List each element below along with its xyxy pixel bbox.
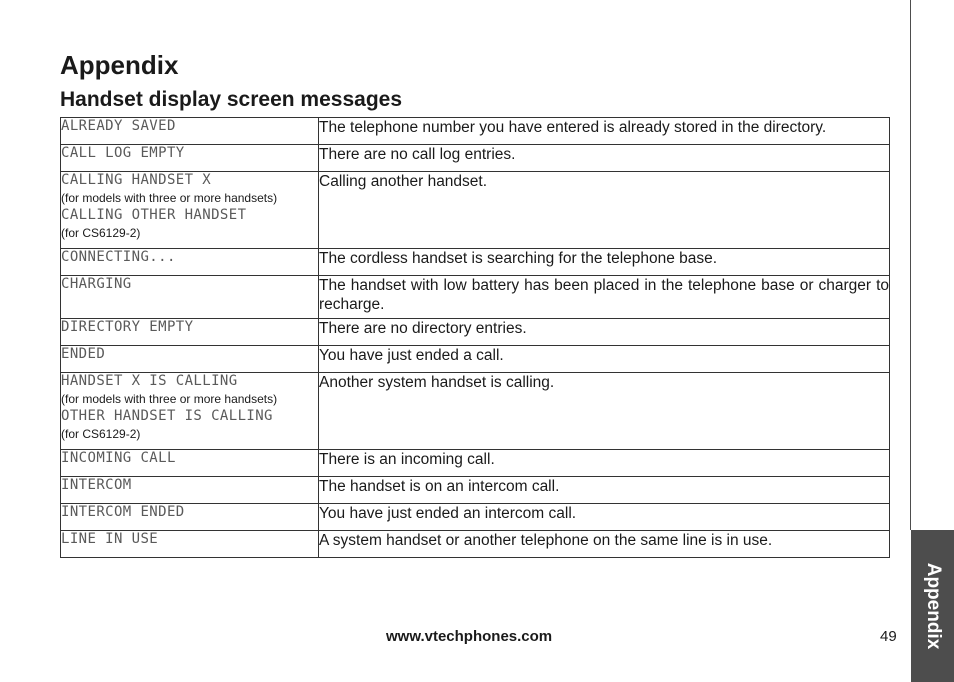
description-cell: The cordless handset is searching for the telephone base. [319,249,890,276]
screen-message: INTERCOM ENDED [61,504,185,520]
screen-message-cell [61,145,319,172]
screen-message-alt: OTHER HANDSET IS CALLING [61,408,273,424]
description-cell: There are no call log entries. [319,145,890,172]
screen-message-note: (for models with three or more handsets) [61,191,278,205]
description-cell: There are no directory entries. [319,319,890,346]
table-row [61,118,890,145]
description-cell: You have just ended an intercom call. [319,504,890,531]
screen-message-cell [61,118,319,145]
screen-message-cell [61,373,319,450]
table-row [61,373,890,450]
screen-message-alt-note: (for CS6129-2) [61,427,141,441]
messages-table [60,117,890,558]
table-row [61,172,890,249]
screen-message-cell [61,346,319,373]
description-cell: Calling another handset. [319,172,890,249]
table-row [61,450,890,477]
screen-message-cell [61,276,319,319]
table-row [61,276,890,319]
side-divider-line [910,0,911,530]
table-row [61,477,890,504]
screen-message-cell [61,172,319,249]
description-cell: The handset with low battery has been placed in the telephone base or charger to recharge. [319,276,890,319]
screen-message-alt: CALLING OTHER HANDSET [61,207,247,223]
table-row [61,145,890,172]
side-tab-label: Appendix [922,562,944,650]
screen-message-cell [61,531,319,558]
screen-message: CHARGING [61,276,132,292]
description-cell: The handset is on an intercom call. [319,477,890,504]
screen-message: INCOMING CALL [61,450,176,466]
screen-message-cell [61,477,319,504]
screen-message: ENDED [61,346,106,362]
description-cell: Another system handset is calling. [319,373,890,450]
screen-message: DIRECTORY EMPTY [61,319,194,335]
screen-message-cell [61,319,319,346]
screen-message: CALLING HANDSET X [61,172,212,188]
screen-message-cell [61,504,319,531]
screen-message: CONNECTING... [61,249,176,265]
table-row [61,346,890,373]
table-row [61,249,890,276]
description-cell: A system handset or another telephone on the same line is in use. [319,531,890,558]
description-cell: You have just ended a call. [319,346,890,373]
screen-message: LINE IN USE [61,531,159,547]
section-title: Handset display screen messages [60,88,403,111]
table-row [61,319,890,346]
screen-message-cell [61,249,319,276]
screen-message: CALL LOG EMPTY [61,145,185,161]
description-cell: There is an incoming call. [319,450,890,477]
page-title: Appendix [60,50,179,80]
screen-message-cell [61,450,319,477]
screen-message: HANDSET X IS CALLING [61,373,238,389]
screen-message: INTERCOM [61,477,132,493]
table-row [61,504,890,531]
page-number: 49 [880,628,897,645]
footer-url: www.vtechphones.com [386,628,553,645]
screen-message: ALREADY SAVED [61,118,176,134]
table-row [61,531,890,558]
appendix-side-tab [911,530,954,682]
description-cell: The telephone number you have entered is already stored in the directory. [319,118,890,145]
screen-message-alt-note: (for CS6129-2) [61,226,141,240]
screen-message-note: (for models with three or more handsets) [61,392,278,406]
